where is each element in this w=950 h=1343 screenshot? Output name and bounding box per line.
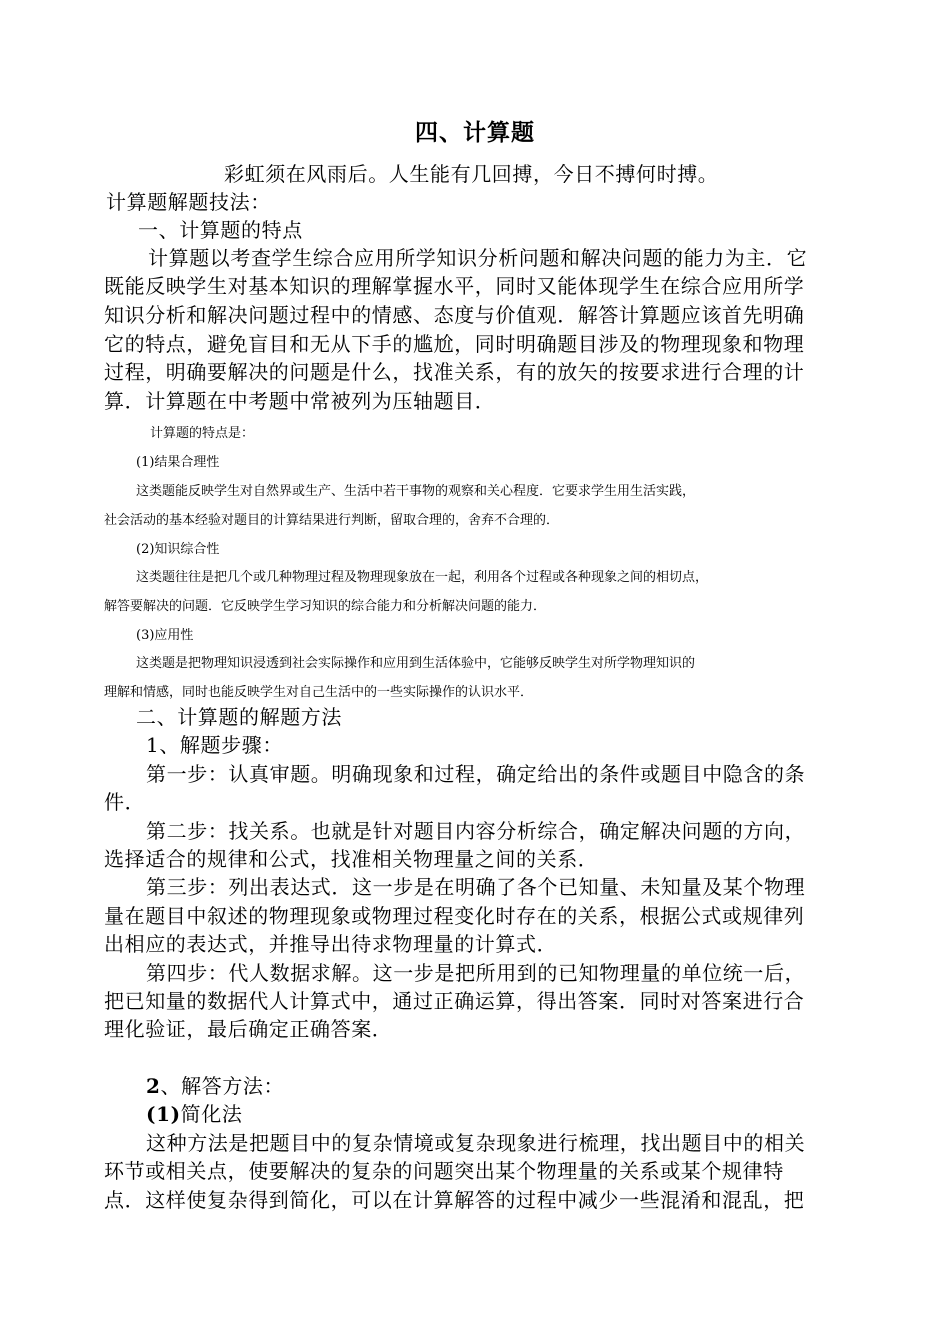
method1-line: 环节或相关点，使要解决的复杂的问题突出某个物理量的关系或某个规律特 xyxy=(104,1159,784,1183)
method1-line: 这种方法是把题目中的复杂情境或复杂现象进行梳理，找出题目中的相关 xyxy=(146,1131,806,1155)
feature-label: (2)知识综合性 xyxy=(136,542,220,557)
feature-text-line: 这类题往往是把几个或几种物理过程及物理现象放在一起，利用各个过程或各种现象之间的相切点， xyxy=(136,570,709,585)
step-line: 量在题目中叙述的物理现象或物理过程变化时存在的关系，根据公式或规律列 xyxy=(104,904,805,928)
feature-label: (3)应用性 xyxy=(136,628,194,643)
step-line: 第四步：代人数据求解。这一步是把所用到的已知物理量的单位统一后， xyxy=(146,961,806,985)
features-intro: 计算题的特点是： xyxy=(150,426,255,441)
step-line: 出相应的表达式，并推导出待求物理量的计算式． xyxy=(104,932,558,956)
method1-line: 点．这样使复杂得到简化，可以在计算解答的过程中减少一些混淆和混乱，把 xyxy=(104,1188,805,1212)
section1-title: 一、计算题的特点 xyxy=(138,218,303,242)
section1-para-line: 知识分析和解决问题过程中的情感、态度与价值观．解答计算题应该首先明确 xyxy=(104,303,805,327)
feature-text-line: 社会活动的基本经验对题目的计算结果进行判断，留取合理的，舍弃不合理的． xyxy=(104,513,560,528)
step-line: 理化验证，最后确定正确答案． xyxy=(104,1017,393,1041)
section1-para-line: 算．计算题在中考题中常被列为压轴题目． xyxy=(104,389,496,413)
feature-label: (1)结果合理性 xyxy=(136,455,220,470)
feature-text-line: 理解和情感，同时也能反映学生对自己生活中的一些实际操作的认识水平． xyxy=(104,685,534,700)
section-heading: 计算题解题技法： xyxy=(106,190,271,214)
steps-title: 1、解题步骤： xyxy=(146,733,283,757)
step-line: 第二步：找关系。也就是针对题目内容分析综合，确定解决问题的方向， xyxy=(146,819,806,843)
step-line: 第三步：列出表达式．这一步是在明确了各个已知量、未知量及某个物理 xyxy=(146,875,806,899)
step-line: 第一步：认真审题。明确现象和过程，确定给出的条件或题目中隐含的条 xyxy=(146,762,806,786)
methods-title xyxy=(146,1072,284,1100)
methods-title-text: 、解答方法： xyxy=(160,1074,285,1098)
motto: 彩虹须在风雨后。人生能有几回搏，今日不搏何时搏。 xyxy=(224,162,719,186)
step-line: 件． xyxy=(104,790,146,814)
step-line: 把已知量的数据代人计算式中，通过正确运算，得出答案．同时对答案进行合 xyxy=(104,989,805,1013)
section1-para-line: 它的特点，避免盲目和无从下手的尴尬，同时明确题目涉及的物理现象和物理 xyxy=(104,332,805,356)
feature-text-line: 这类题能反映学生对自然界或生产、生活中若干事物的观察和关心程度．它要求学生用生活实践， xyxy=(136,484,696,499)
methods-number: 2 xyxy=(146,1074,161,1098)
step-line: 选择适合的规律和公式，找准相关物理量之间的关系． xyxy=(104,847,599,871)
feature-text-line: 解答要解决的问题．它反映学生学习知识的综合能力和分析解决问题的能力． xyxy=(104,599,547,614)
section1-para-line: 计算题以考查学生综合应用所学知识分析问题和解决问题的能力为主．它 xyxy=(148,246,808,270)
section1-para-line: 过程，明确要解决的问题是什么，找准关系，有的放矢的按要求进行合理的计 xyxy=(104,360,805,384)
feature-text-line: 这类题是把物理知识浸透到社会实际操作和应用到生活体验中，它能够反映学生对所学物理知识的 xyxy=(136,656,696,671)
section1-para-line: 既能反映学生对基本知识的理解掌握水平，同时又能体现学生在综合应用所学 xyxy=(104,274,805,298)
page-title: 四、计算题 xyxy=(415,120,535,146)
method1-number: (1) xyxy=(146,1102,181,1126)
method1-title xyxy=(146,1100,242,1128)
section2-title: 二、计算题的解题方法 xyxy=(136,705,342,729)
method1-title-text: 简化法 xyxy=(180,1102,243,1126)
